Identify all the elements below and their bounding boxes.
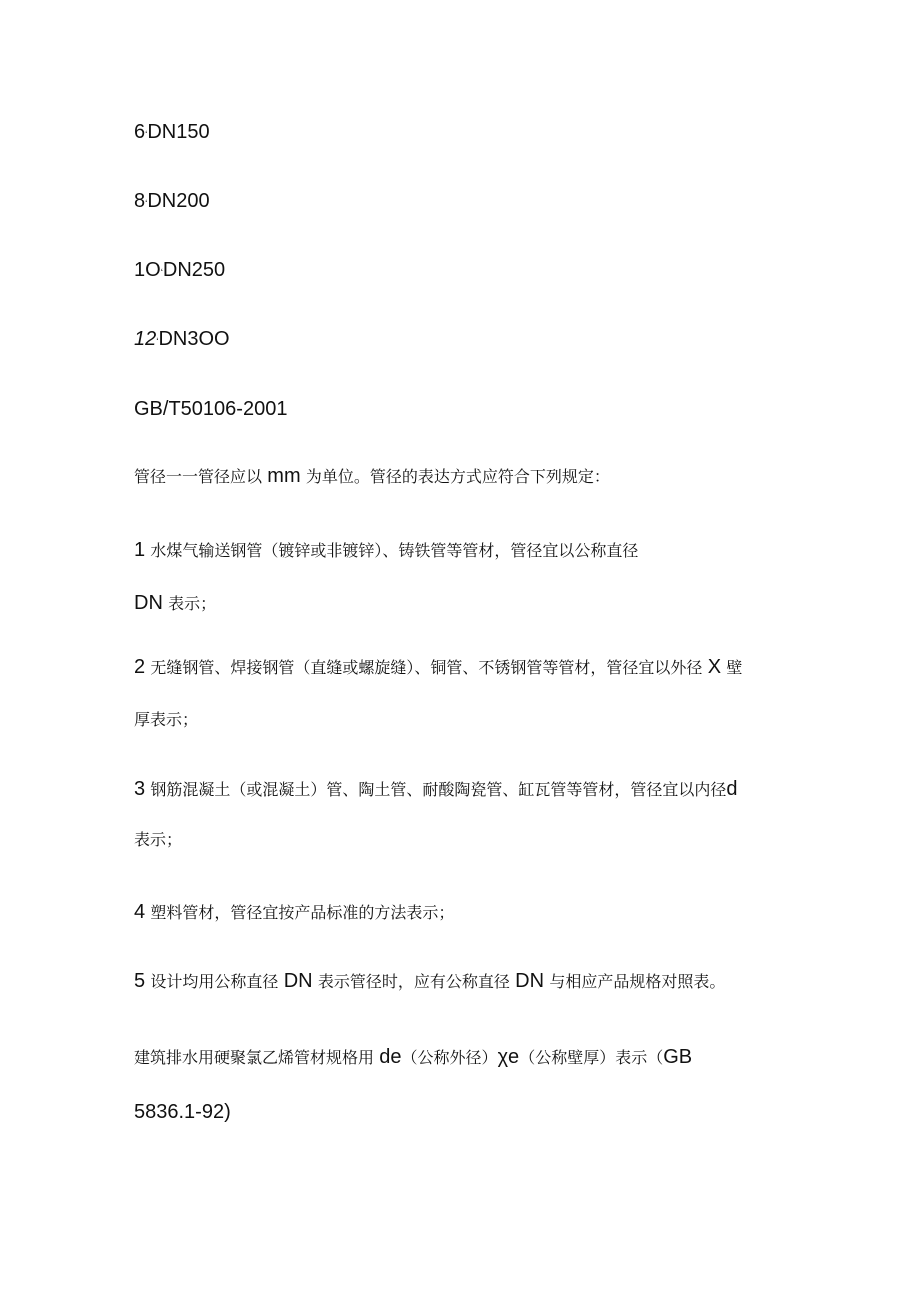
text-segment: 壁	[726, 660, 743, 677]
dn-symbol: DN	[283, 970, 313, 992]
list-line-dn200	[134, 190, 210, 216]
d-symbol: d	[726, 778, 738, 800]
text-segment: （公称外径）	[401, 1050, 498, 1067]
separator: ʻ	[160, 268, 163, 279]
de-symbol: de	[379, 1046, 402, 1068]
rule-number: 4	[134, 901, 146, 923]
rule-5	[134, 970, 725, 994]
line-number: 8	[134, 190, 146, 212]
rule-text: 无缝钢管、焊接钢管（直缝或螺旋缝）、铜管、不锈钢管等管材，管径宜以外径	[150, 660, 703, 677]
dn-code: DN3OO	[158, 328, 230, 350]
separator: ʻ	[156, 337, 159, 348]
dn-symbol: DN	[515, 970, 545, 992]
times-symbol: X	[707, 656, 722, 678]
separator: ʻ	[145, 199, 148, 210]
text-segment: 表示管径时，应有公称直径	[317, 974, 510, 991]
text-segment: （公称壁厚）表示（	[519, 1050, 664, 1067]
line-number: 12	[134, 328, 157, 350]
rule-text: 水煤气输送钢管（镀锌或非镀锌）、铸铁管等管材，管径宜以公称直径	[150, 543, 639, 560]
rule-2	[134, 656, 742, 680]
rule-3	[134, 778, 738, 802]
text-segment: 建筑排水用硬聚氯乙烯管材规格用	[134, 1050, 375, 1067]
line-number: 1O	[134, 259, 161, 281]
rule-number: 1	[134, 539, 146, 561]
dn-code: DN200	[147, 190, 210, 212]
text-segment: 管径一一管径应以	[134, 469, 263, 486]
pvc-pipe-spec-continued: 5836.1-92)	[134, 1101, 231, 1123]
pipe-diameter-intro	[134, 465, 610, 489]
e-symbol: χe	[497, 1046, 520, 1068]
rule-text: 钢筋混凝土（或混凝土）管、陶土管、耐酸陶瓷管、缸瓦管等管材，管径宜以内径	[150, 782, 727, 799]
rule-4	[134, 901, 454, 925]
standard-code: GB/T50106-2001	[134, 398, 288, 420]
text-segment: 表示；	[168, 596, 217, 613]
rule-number: 3	[134, 778, 146, 800]
text-segment: 与相应产品规格对照表。	[549, 974, 726, 991]
rule-2-continued: 厚表示；	[134, 712, 199, 729]
rule-number: 5	[134, 970, 146, 992]
pvc-pipe-spec	[134, 1046, 692, 1070]
text-segment: 为单位。管径的表达方式应符合下列规定：	[305, 469, 610, 486]
rule-1	[134, 539, 638, 563]
list-line-dn250	[134, 259, 225, 285]
list-line-dn150	[134, 121, 210, 147]
dn-code: DN150	[147, 121, 210, 143]
unit: mm	[267, 465, 301, 487]
separator: ʻ	[145, 130, 148, 141]
standard-prefix: GB	[663, 1046, 693, 1068]
dn-symbol: DN	[134, 592, 163, 614]
text-segment: 设计均用公称直径	[150, 974, 279, 991]
rule-number: 2	[134, 656, 146, 678]
line-number: 6	[134, 121, 146, 143]
rule-3-continued: 表示；	[134, 832, 183, 849]
rule-text: 塑料管材，管径宜按产品标准的方法表示；	[150, 905, 455, 922]
rule-1-continued	[134, 592, 216, 616]
list-line-dn300	[134, 328, 230, 354]
dn-code: DN250	[162, 259, 226, 281]
